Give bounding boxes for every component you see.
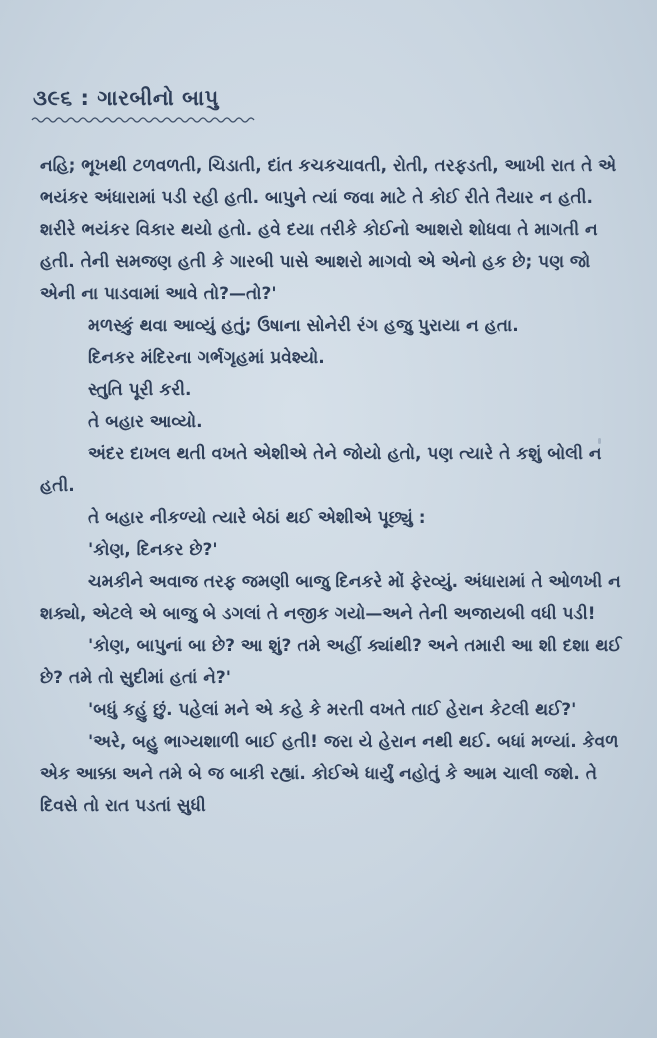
- paragraph: મળસ્કું થવા આવ્યું હતું; ઉષાના સોનેરી રંગ હજુ પુરાયા ન હતા.: [88, 316, 519, 336]
- paragraph: ચમકીને અવાજ તરફ જમણી બાજુ દિનકરે મોં ફેરવ્યું. અંધારામાં તે ઓળખી ન શક્યો, એટલે એ બાજુ બે ડગલાં તે નજીક ગયો—અને તેની અજાયબી વધી પડી!: [40, 572, 621, 624]
- paragraph: 'અરે, બહુ ભાગ્યશાળી બાઈ હતી! જરા યે હેરાન નથી થઈ. બધાં મળ્યાં. કેવળ એક આક્કા અને તમે બે જ બાકી રહ્યાં. કોઈએ ધાર્યું નહોતું કે આમ ચાલી જશે. તે દિવસે તો રાત પડતાં સુધી: [40, 732, 619, 816]
- paper-mark: [598, 438, 601, 444]
- paragraph: સ્તુતિ પૂરી કરી.: [88, 380, 192, 400]
- paragraph: 'કોણ, બાપુનાં બા છે? આ શું? તમે અહીં ક્યાંથી? અને તમારી આ શી દશા થઈ છે? તમે તો સુદીમાં હતાં ને?': [40, 636, 622, 688]
- paragraph: દિનકર મંદિરના ગર્ભગૃહમાં પ્રવેશ્યો.: [88, 348, 325, 368]
- paragraph: અંદર દાખલ થતી વખતે એશીએ તેને જોયો હતો, પણ ત્યારે તે કશું બોલી ન હતી.: [40, 444, 602, 496]
- body-text: [40, 150, 625, 822]
- paragraph: 'કોણ, દિનકર છે?': [88, 540, 218, 560]
- paragraph: 'બધું કહું છું. પહેલાં મને એ કહે કે મરતી વખતે તાઈ હેરાન કેટલી થઈ?': [88, 700, 577, 720]
- paragraph: તે બહાર નીકળ્યો ત્યારે બેઠાં થઈ એશીએ પૂછ્યું :: [88, 508, 426, 528]
- decorative-underline: [30, 114, 260, 126]
- paragraph: નહિ; ભૂખથી ટળવળતી, ચિડાતી, દાંત કચકચાવતી, રોતી, તરફડતી, આખી રાત તે એ ભયંકર અંધારામાં પડી રહી હતી. બાપુને ત્યાં જવા માટે તે કોઈ રીતે તૈયાર ન હતી. શરીરે ભયંકર વિકાર થયો હતો. હવે દયા તરીકે કોઈનો આશરો શોધવા તે માગતી ન હતી. તેની સમજણ હતી કે ગારબી પાસે આશરો માગવો એ એનો હક છે; પણ જો એની ના પાડવામાં આવે તો?—તો?': [40, 156, 617, 304]
- paragraph: તે બહાર આવ્યો.: [88, 412, 203, 432]
- running-head: ૩૯૬ : ગારબીનો બાપુ: [33, 86, 219, 110]
